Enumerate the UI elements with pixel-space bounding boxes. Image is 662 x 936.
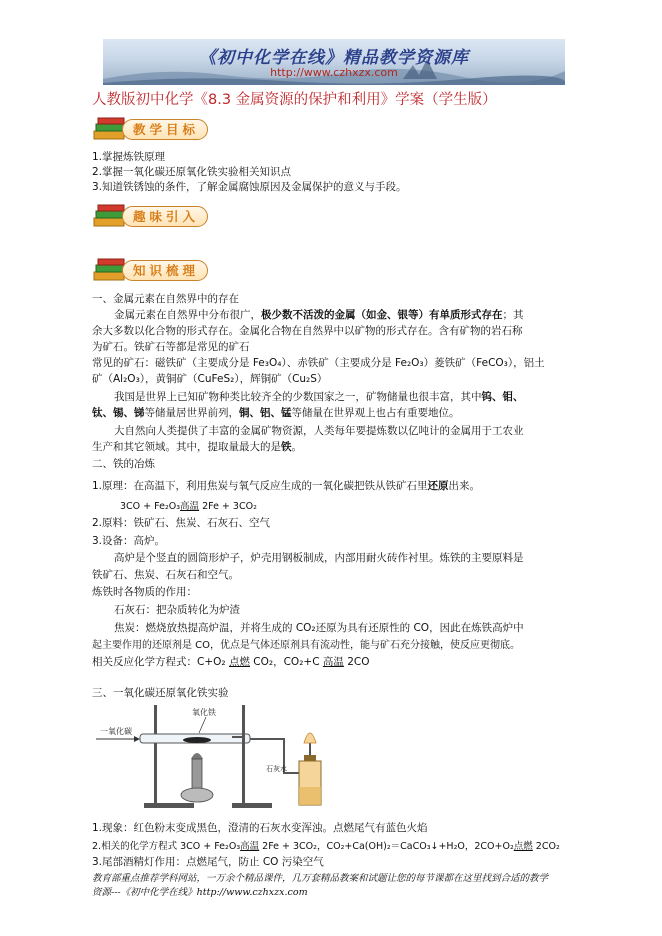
tail-burner-line: 3.尾部酒精灯作用：点燃尾气，防止 CO 污染空气 (92, 856, 324, 868)
paragraph-line: 生产和其它领域。其中，提取量最大的是铁。 (92, 441, 302, 453)
equipment-line: 3.设备：高炉。 (92, 535, 166, 547)
banner-url[interactable]: http://www.czhxzx.com (270, 66, 398, 79)
paragraph-line: 金属元素在自然界中分布很广，极少数不活泼的金属（如金、银等）有单质形式存在；其 (114, 309, 524, 321)
paragraph-line: 铁矿石、焦炭、石灰石和空气。 (92, 569, 239, 581)
section-intro-label: 趣味引入 (122, 206, 208, 227)
limewater-label: 石灰水 (266, 765, 287, 773)
section-intro-header (92, 203, 232, 229)
equation-line: 3CO + Fe₂O₃高温 2Fe + 3CO₂ (120, 501, 257, 512)
section-goals-label: 教学目标 (122, 119, 208, 140)
roles-line: 炼铁时各物质的作用： (92, 586, 197, 598)
limestone-line: 石灰石：把杂质转化为炉渣 (114, 604, 240, 616)
goal-item: 3.知道铁锈蚀的条件，了解金属腐蚀原因及金属保护的意义与手段。 (92, 181, 407, 193)
goal-item: 2.掌握一氧化碳还原氧化铁实验相关知识点 (92, 166, 292, 178)
document-title: 人教版初中化学《8.3 金属资源的保护和利用》学案（学生版） (92, 92, 497, 108)
paragraph-line: 余大多数以化合物的形式存在。金属化合物在自然界中以矿物的形式存在。含有矿物的岩石称 (92, 325, 523, 337)
experiment-apparatus-diagram (94, 703, 352, 815)
coke-line: 起主要作用的还原剂是 CO，优点是气体还原剂具有流动性，能与矿石充分接触，使反应更彻底。 (92, 640, 521, 651)
header-banner (103, 39, 565, 85)
principle-line: 1.原理：在高温下，利用焦炭与氧气反应生成的一氧化碳把铁从铁矿石里还原出来。 (92, 480, 481, 492)
section-goals-header (92, 116, 232, 142)
footer-line: 教育部重点推荐学科网站，一万余个精品课件，几万套精品教案和试题让您的每节课都在这里找到合适的教学 (92, 873, 549, 884)
paragraph-line: 高炉是个竖直的圆筒形炉子，炉壳用钢板制成，内部用耐火砖作衬里。炼铁的主要原料是 (114, 552, 524, 564)
paragraph-line: 为矿石。铁矿石等都是常见的矿石 (92, 341, 250, 353)
paragraph-line: 我国是世界上已知矿物种类比较齐全的少数国家之一，矿物储量也很丰富，其中钨、钼、 (114, 391, 524, 403)
feo-label: 氧化铁 (192, 708, 216, 717)
section-knowledge-header (92, 257, 232, 283)
paragraph-line: 常见的矿石：磁铁矿（主要成分是 Fe₃O₄）、赤铁矿（主要成分是 Fe₂O₃）菱铁矿（FeCO₃），铝土 (92, 357, 545, 369)
footer-line: 资源---《初中化学在线》http://www.czhxzx.com (92, 887, 308, 898)
heading-iron-smelting: 二、铁的冶炼 (92, 458, 155, 470)
co-label: 一氧化碳 (100, 727, 132, 736)
goal-item: 1.掌握炼铁原理 (92, 151, 166, 163)
materials-line: 2.原料：铁矿石、焦炭、石灰石、空气 (92, 517, 271, 529)
formulas-line: 2.相关的化学方程式 3CO + Fe₂O₃高温 2Fe + 3CO₂，CO₂+Ca(OH)₂＝CaCO₃↓+H₂O，2CO+O₂点燃 2CO₂ (92, 841, 560, 852)
heading-metal-existence: 一、金属元素在自然界中的存在 (92, 293, 239, 305)
phenomenon-line: 1.现象：红色粉末变成黑色，澄清的石灰水变浑浊。点燃尾气有蓝色火焰 (92, 822, 428, 834)
paragraph-line: 钛、锡、锑等储量居世界前列，铜、铝、锰等储量在世界观上也占有重要地位。 (92, 407, 460, 419)
section-knowledge-label: 知识梳理 (122, 260, 208, 281)
reaction-line: 相关反应化学方程式：C+O₂ 点燃 CO₂，CO₂+C 高温 2CO (92, 656, 370, 668)
coke-line: 焦炭：燃烧放热提高炉温，并将生成的 CO₂还原为具有还原性的 CO，因此在炼铁高炉中 (114, 622, 524, 634)
apparatus-drawing (94, 703, 352, 815)
paragraph-line: 矿（Al₂O₃），黄铜矿（CuFeS₂），辉铜矿（Cu₂S） (92, 373, 328, 385)
banner-title: 《初中化学在线》精品教学资源库 (199, 48, 469, 68)
paragraph-line: 大自然向人类提供了丰富的金属矿物资源，人类每年要提炼数以亿吨计的金属用于工农业 (114, 425, 524, 437)
heading-co-experiment: 三、一氧化碳还原氧化铁实验 (92, 687, 229, 699)
